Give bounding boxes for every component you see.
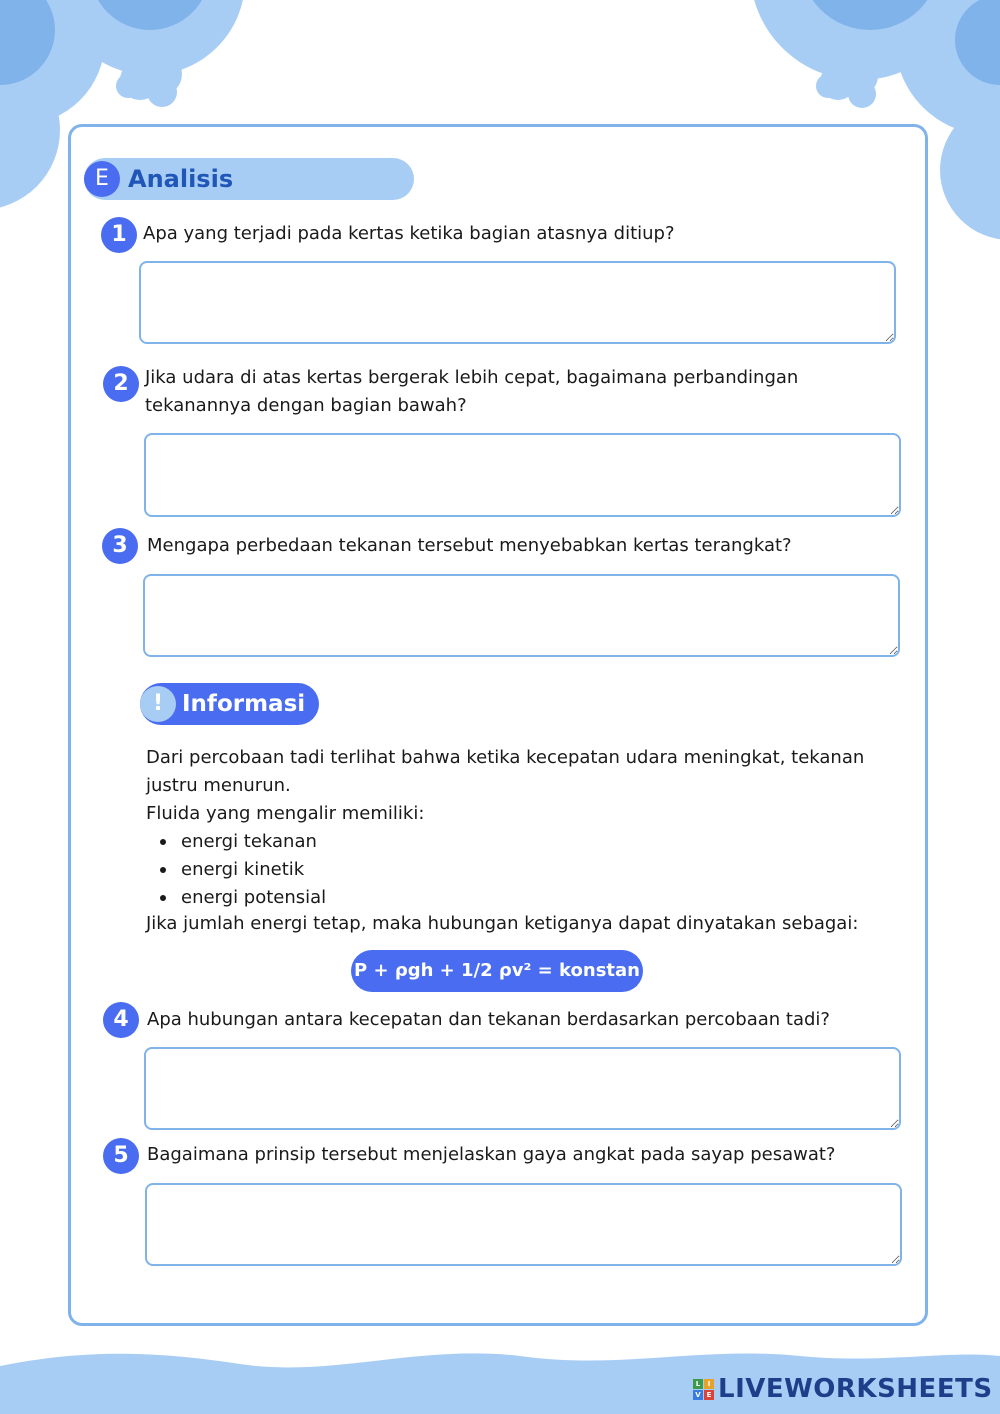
exclamation-icon: ! (140, 686, 176, 722)
question-number-3: 3 (102, 528, 138, 564)
liveworksheets-logo-icon (693, 1379, 714, 1400)
info-title: Informasi (182, 691, 306, 717)
energy-list-item: energi tekanan (146, 828, 326, 856)
question-text-1: Apa yang terjadi pada kertas ketika bagian atasnya ditiup? (143, 223, 675, 244)
question-number-5: 5 (103, 1138, 139, 1174)
info-paragraph-line-3: Fluida yang mengalir memiliki: (146, 803, 425, 824)
energy-list-item: energi potensial (146, 884, 326, 912)
question-number-1: 1 (101, 217, 137, 253)
question-text-2-line-1: Jika udara di atas kertas bergerak lebih cepat, bagaimana perbandingan (145, 367, 799, 388)
section-title: Analisis (128, 165, 234, 193)
energy-list-item: energi kinetik (146, 856, 326, 884)
liveworksheets-brand[interactable] (693, 1374, 993, 1404)
info-paragraph-line-2: justru menurun. (146, 775, 291, 796)
energy-list (146, 828, 326, 912)
section-letter-badge: E (84, 161, 120, 197)
logo-letter-e: E (704, 1390, 714, 1400)
info-paragraph-line-4: Jika jumlah energi tetap, maka hubungan ketiganya dapat dinyatakan sebagai: (146, 913, 859, 934)
answer-box-4[interactable] (144, 1047, 901, 1130)
question-text-3: Mengapa perbedaan tekanan tersebut menyebabkan kertas terangkat? (147, 535, 792, 556)
answer-box-1[interactable] (139, 261, 896, 344)
question-number-2: 2 (103, 366, 139, 402)
question-text-2-line-2: tekanannya dengan bagian bawah? (145, 395, 467, 416)
info-paragraph-line-1: Dari percobaan tadi terlihat bahwa ketika kecepatan udara meningkat, tekanan (146, 747, 865, 768)
question-number-4: 4 (103, 1002, 139, 1038)
logo-letter-i: I (704, 1379, 714, 1389)
answer-box-5[interactable] (145, 1183, 902, 1266)
logo-letter-l: L (693, 1379, 703, 1389)
bernoulli-formula-badge: P + ρgh + 1/2 ρv² = konstan (351, 950, 643, 992)
answer-box-2[interactable] (144, 433, 901, 517)
logo-letter-v: V (693, 1390, 703, 1400)
question-text-4: Apa hubungan antara kecepatan dan tekanan berdasarkan percobaan tadi? (147, 1009, 830, 1030)
question-text-5: Bagaimana prinsip tersebut menjelaskan gaya angkat pada sayap pesawat? (147, 1144, 836, 1165)
brand-name: LIVEWORKSHEETS (718, 1374, 993, 1404)
answer-box-3[interactable] (143, 574, 900, 657)
